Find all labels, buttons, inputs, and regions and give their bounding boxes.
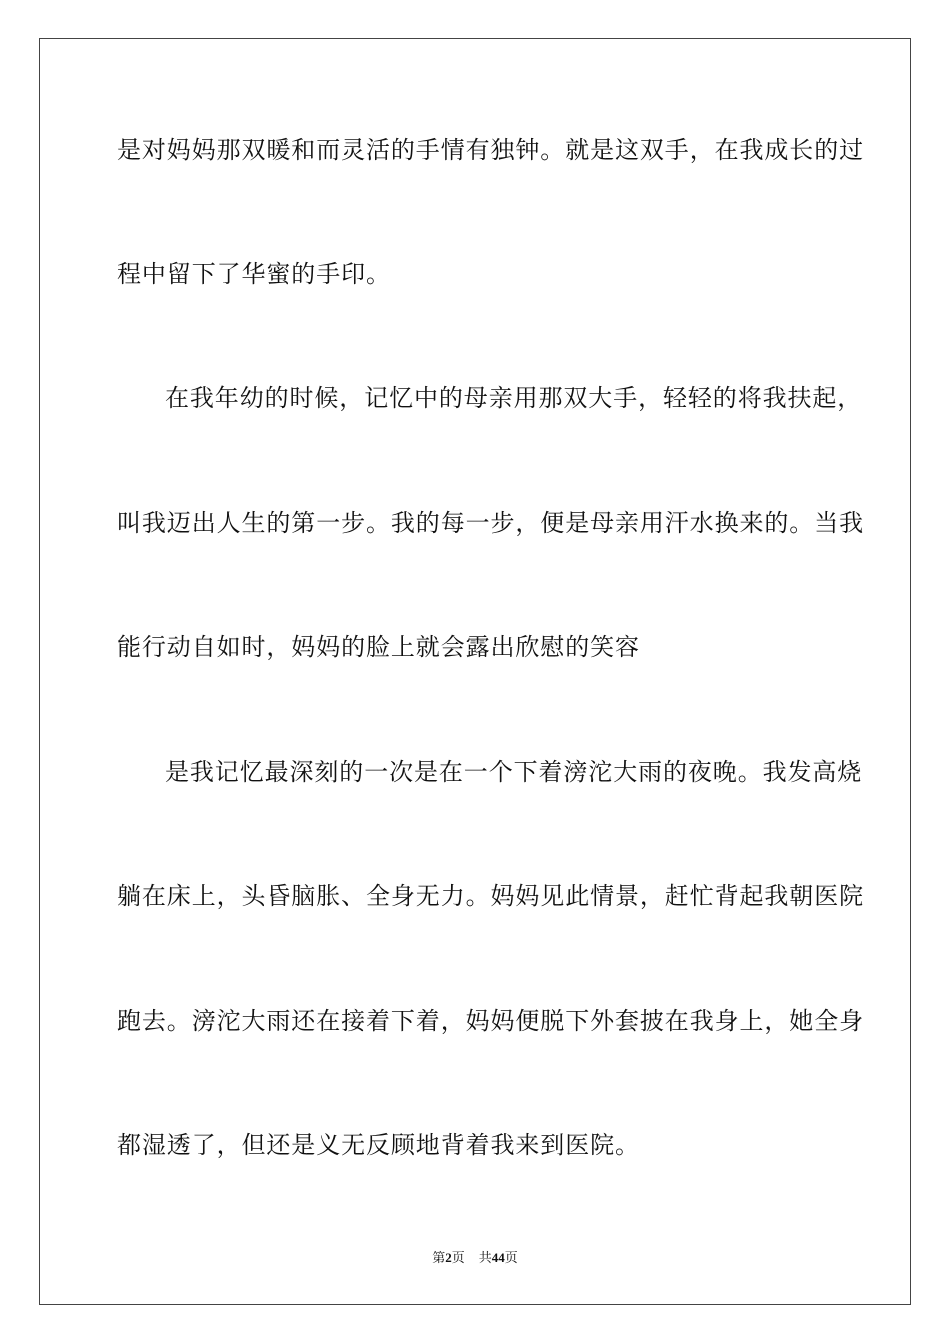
- text-line: 程中留下了华蜜的手印。: [117, 260, 391, 288]
- page-frame: [39, 38, 911, 1305]
- text-line: 叫我迈出人生的第一步。我的每一步，便是母亲用汗水换来的。当我: [117, 509, 864, 537]
- page-footer: [0, 1247, 950, 1266]
- page-prefix: 第: [432, 1250, 446, 1265]
- text-line: 是对妈妈那双暖和而灵活的手情有独钟。就是这双手，在我成长的过: [117, 136, 864, 164]
- text-line: 躺在床上，头昏脑胀、全身无力。妈妈见此情景，赶忙背起我朝医院: [117, 882, 864, 910]
- page-number: 2: [445, 1250, 452, 1265]
- text-line: 都湿透了，但还是义无反顾地背着我来到医院。: [117, 1131, 640, 1159]
- total-prefix: 共: [478, 1250, 492, 1265]
- text-line: 跑去。滂沱大雨还在接着下着，妈妈便脱下外套披在我身上，她全身: [117, 1007, 864, 1035]
- total-pages: 44: [491, 1250, 505, 1265]
- text-line: 在我年幼的时候，记忆中的母亲用那双大手，轻轻的将我扶起，: [165, 384, 863, 412]
- total-suffix: 页: [504, 1250, 518, 1265]
- page-suffix: 页: [451, 1250, 465, 1265]
- text-line: 能行动自如时，妈妈的脸上就会露出欣慰的笑容: [117, 633, 640, 661]
- text-line: 是我记忆最深刻的一次是在一个下着滂沱大雨的夜晚。我发高烧: [165, 758, 863, 786]
